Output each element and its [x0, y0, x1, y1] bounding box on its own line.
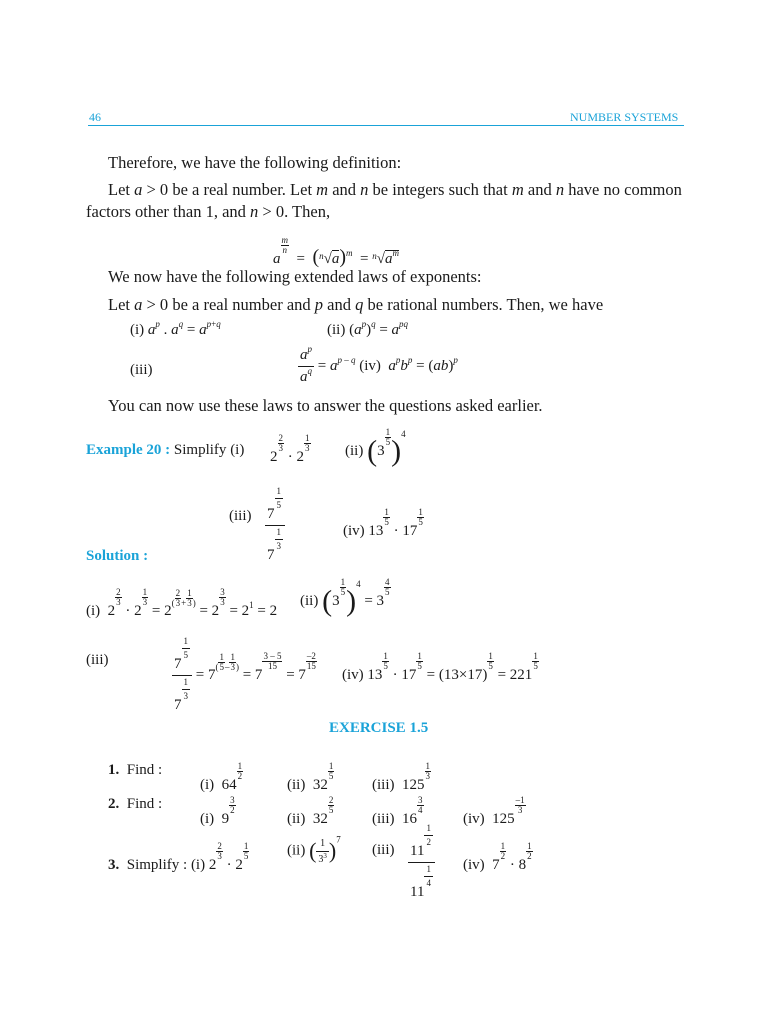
- exercise-title: EXERCISE 1.5: [329, 720, 429, 736]
- para-use-laws: You can now use these laws to answer the questions asked earlier.: [108, 396, 543, 415]
- definition-formula: a $\frac{m}{n}$ = $(^n√a)^m = ^n√a^m$: [273, 235, 399, 268]
- exercise-q3-iii-label: (iii): [372, 842, 395, 858]
- example-part-ii: (ii) (3 $\frac{1}{5}$ )$^4$: [345, 427, 406, 468]
- para-laws: Let a > 0 be a real number and p and q be rational numbers. Then, we have: [108, 295, 604, 314]
- solution-ii: (ii) (3 $\frac{1}{5}$ )$^4$ = 3 $\frac{4}{5}$: [300, 577, 390, 618]
- para-definition-cont: factors other than 1, and n > 0. Then,: [86, 202, 331, 221]
- exercise-q1: 1. Find :: [108, 762, 163, 778]
- law-3-label: (iii): [130, 362, 153, 378]
- exercise-q3-ii: (ii) ( $\frac{1}{3^3}$ )$^7$: [287, 834, 341, 865]
- solution-i: (i) 2 $\frac{2}{3}$ · 2 $\frac{1}{3}$ = $2^{( \frac{2}{3} + \frac{1}{3} )} = 2$ $\frac{3}{3}$ = $2^1 = 2$: [86, 587, 278, 619]
- solution-label: Solution :: [86, 548, 149, 564]
- exercise-q2-i: (i) 9 $\frac{3}{2}$: [200, 795, 235, 827]
- page-number: 46: [89, 110, 101, 124]
- example-part-iii: 7 $\frac{1}{5}$ 7 $\frac{1}{3}$: [265, 487, 285, 564]
- example-part-iii-label: (iii): [229, 508, 252, 524]
- exercise-q2-iv: (iv) 125 $\frac{-1}{3}$: [463, 795, 525, 827]
- example-heading: Example 20 : Simplify (i): [86, 442, 245, 458]
- exercise-q3: 3. Simplify : (i) 2 $\frac{2}{3}$ · 2 $\frac{1}{5}$: [108, 841, 249, 873]
- solution-iii: 7 $\frac{1}{5}$ 7 $\frac{1}{3}$ = $7^{( \frac{1}{5} - \frac{1}{3} )} = 7$ $\frac{3 - 5}{15}$ = 7 $\frac{-2}{15}$: [174, 636, 316, 713]
- exercise-q2-iii: (iii) 16 $\frac{3}{4}$: [372, 795, 423, 827]
- exercise-q1-iii: (iii) 125 $\frac{1}{3}$: [372, 761, 430, 793]
- solution-iii-label: (iii): [86, 652, 109, 668]
- para-definition: Let a > 0 be a real number. Let m and n be integers such that m and n have no common: [108, 180, 682, 199]
- exercise-q3-iii: 11 $\frac{1}{2}$ 11 $\frac{1}{4}$: [408, 824, 435, 901]
- exercise-q1-ii: (ii) 32 $\frac{1}{5}$: [287, 761, 334, 793]
- exercise-q1-i: (i) 64 $\frac{1}{2}$: [200, 761, 243, 793]
- header-rule: [88, 125, 684, 126]
- law-1: (i) $a^p$ . $a^q = a^{p+q}$: [130, 319, 221, 338]
- example-part-iv: (iv) 13 $\frac{1}{5}$ · 17 $\frac{1}{5}$: [343, 507, 423, 539]
- example-label: Example 20 :: [86, 442, 171, 458]
- para-laws-intro: We now have the following extended laws of exponents:: [108, 267, 482, 286]
- law-2: (ii) $(a^p)^q = a^{pq}$: [327, 319, 409, 338]
- solution-iv: (iv) 13 $\frac{1}{5}$ · 17 $\frac{1}{5}$ = (13×17) $\frac{1}{5}$ = 221 $\frac{1}{5}$: [342, 651, 538, 683]
- exercise-q2: 2. Find :: [108, 796, 163, 812]
- law-3: $\frac{a^p}{a^q}$ = $a^{p - q}$ (iv) $a^pb^p = (ab)^p$: [300, 344, 458, 385]
- para-definition-intro: Therefore, we have the following definition:: [108, 153, 402, 172]
- chapter-title: NUMBER SYSTEMS: [570, 110, 679, 124]
- exercise-q2-ii: (ii) 32 $\frac{2}{5}$: [287, 795, 334, 827]
- example-part-i: 2 $\frac{2}{3}$ · 2 $\frac{1}{3}$: [270, 433, 310, 465]
- exercise-q3-iv: (iv) 7 $\frac{1}{2}$ · 8 $\frac{1}{2}$: [463, 841, 532, 873]
